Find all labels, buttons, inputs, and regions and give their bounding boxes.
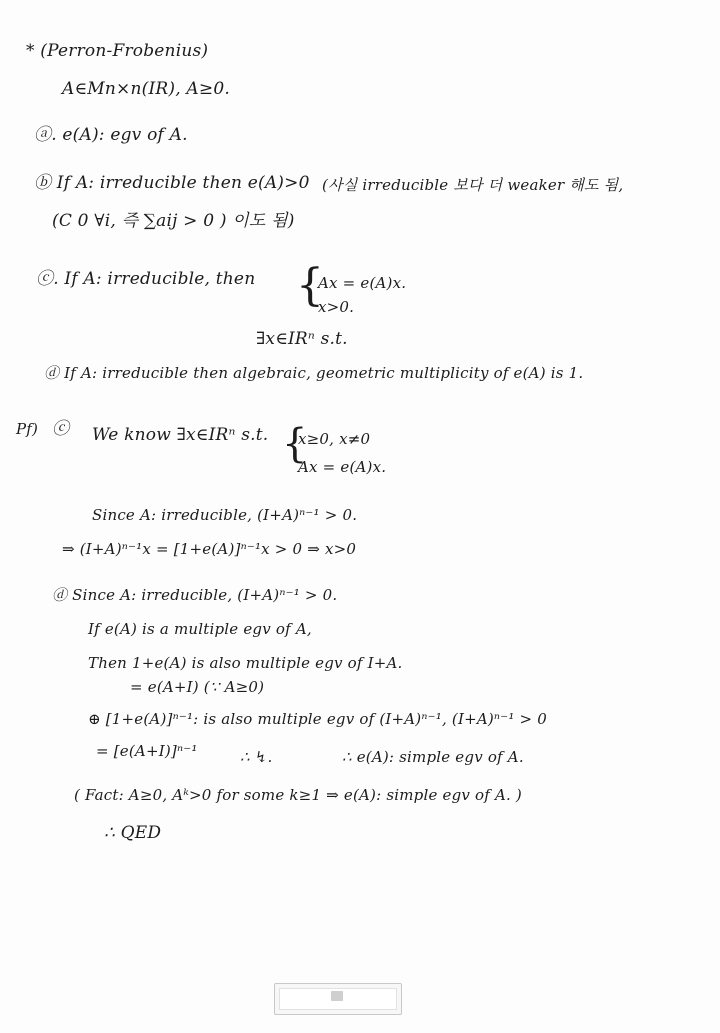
item-c-eq1: Ax = e(A)x. xyxy=(318,274,407,292)
proof-c-brace: { xyxy=(282,421,308,467)
item-c-intro: ⓒ. If A: irreducible, then xyxy=(36,269,256,289)
item-c-exists: ∃x∈IRⁿ s.t. xyxy=(256,329,348,349)
proof-d-then: Then 1+e(A) is also multiple egv of I+A. xyxy=(88,654,403,672)
proof-d-if: If e(A) is a multiple egv of A, xyxy=(88,620,312,638)
item-c-eq2: x>0. xyxy=(318,298,355,316)
item-d: ⓓ If A: irreducible then algebraic, geometric multiplicity of e(A) is 1. xyxy=(44,364,584,382)
title-line: * (Perron-Frobenius) xyxy=(26,41,209,61)
proof-d-note: = e(A+I) (∵ A≥0) xyxy=(130,678,265,696)
scrollbar-widget[interactable] xyxy=(274,983,402,1015)
item-c-brace: { xyxy=(296,260,324,311)
proof-label: Pf) xyxy=(16,420,39,438)
item-b-line2: (C 0 ∀i, 즉 ∑aij > 0 ) 이도 됨) xyxy=(52,211,295,231)
qed-line: ∴ QED xyxy=(104,823,162,843)
proof-c-cond1: x≥0, x≠0 xyxy=(298,430,371,448)
proof-d-eq: = [e(A+I)]ⁿ⁻¹ xyxy=(96,742,198,760)
fact-line: ( Fact: A≥0, Aᵏ>0 for some k≥1 ⇒ e(A): simple egv of A. ) xyxy=(74,786,522,804)
scrollbar-icon[interactable] xyxy=(331,991,343,1001)
proof-c-number: ⓒ xyxy=(52,419,70,439)
item-a: ⓐ. e(A): egv of A. xyxy=(34,125,188,145)
hypothesis-line: A∈Mn×n(IR), A≥0. xyxy=(62,79,230,99)
proof-d-conclusion: ∴ e(A): simple egv of A. xyxy=(342,748,524,766)
proof-d-so: ⊕ [1+e(A)]ⁿ⁻¹: is also multiple egv of (I+A)ⁿ⁻¹, (I+A)ⁿ⁻¹ > 0 xyxy=(88,710,547,728)
proof-d-contradiction: ∴ ↯. xyxy=(240,748,273,766)
proof-d-since: ⓓ Since A: irreducible, (I+A)ⁿ⁻¹ > 0. xyxy=(52,586,338,604)
proof-c-cond2: Ax = e(A)x. xyxy=(298,458,387,476)
item-b-korean-note: (사실 irreducible 보다 더 weaker 해도 됨, xyxy=(322,176,624,194)
proof-c-implies: ⇒ (I+A)ⁿ⁻¹x = [1+e(A)]ⁿ⁻¹x > 0 ⇒ x>0 xyxy=(62,540,357,558)
proof-c-since: Since A: irreducible, (I+A)ⁿ⁻¹ > 0. xyxy=(92,506,358,524)
item-b-line1: ⓑ If A: irreducible then e(A)>0 xyxy=(34,173,310,193)
proof-c-text: We know ∃x∈IRⁿ s.t. xyxy=(92,425,269,445)
